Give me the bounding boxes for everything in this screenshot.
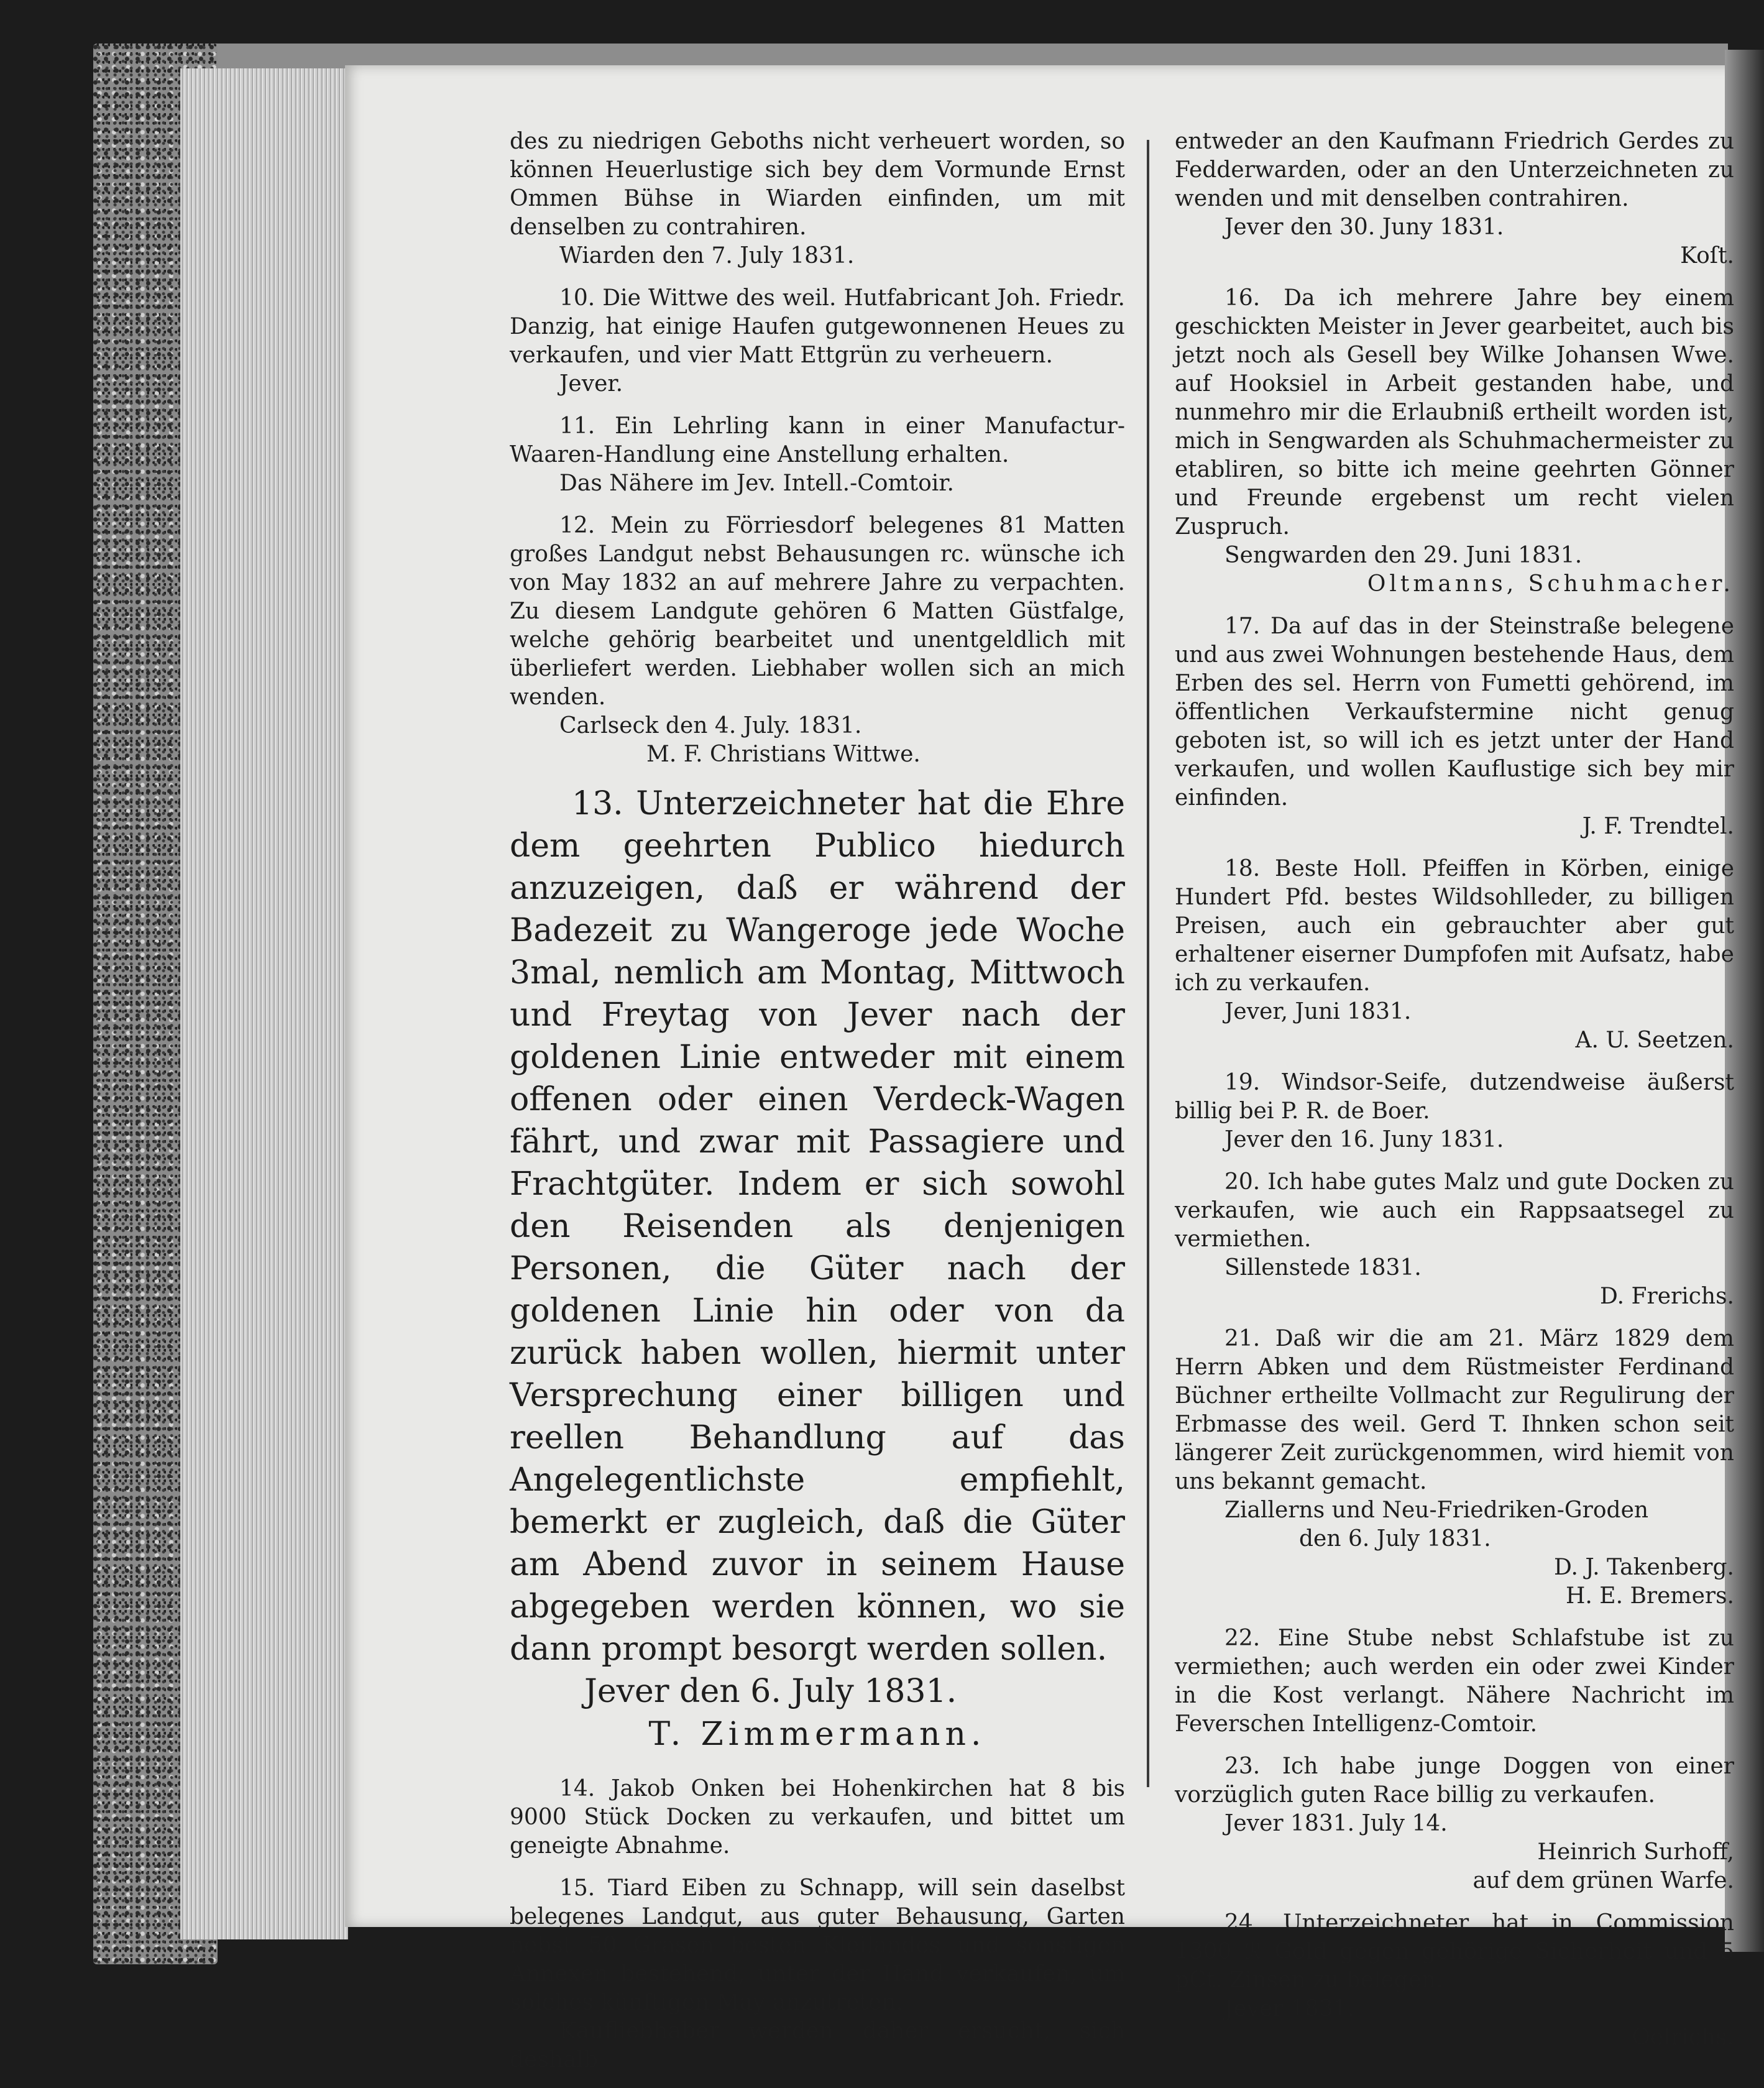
- notice-place: Jever.: [559, 371, 623, 397]
- notice-signature: T. Zimmermann.: [648, 1716, 986, 1753]
- notice-date: Carlseck den 4. July. 1831.: [559, 713, 862, 738]
- notice-signature: Oltmanns, Schuhmacher.: [1367, 571, 1734, 597]
- notice-text: 11. Ein Lehrling kann in einer Manufactur-Waaren-Handlung eine Anstellung erhalten.: [510, 413, 1125, 467]
- notice-signature-2: auf dem grünen Warfe.: [1472, 1868, 1734, 1893]
- notice-23: [1175, 1752, 1734, 1895]
- notice-signature: J. F. Trendtel.: [1582, 814, 1734, 839]
- notice-18: [1175, 855, 1734, 1055]
- notice-signature-2: H. E. Bremers.: [1566, 1583, 1734, 1609]
- notice-date: Jever den 16. Juny 1831.: [1224, 1127, 1504, 1152]
- notice-text: 23. Ich habe junge Doggen von einer vorzüglich guten Race billig zu verkaufen.: [1175, 1754, 1734, 1808]
- notice-text: 18. Beste Holl. Pfeiffen in Körben, einige Hundert Pfd. bestes Wildsohlleder, zu billigen Preisen, auch ein gebrauchter aber gut erhaltener eiserner Dumpfofen mit Aufsatz, habe ich zu verkaufen.: [1175, 856, 1734, 996]
- notice-text: des zu niedrigen Geboths nicht verheuert worden, so können Heuerlustige sich bey dem Vormunde Ernst Ommen Bühse in Wiarden einfinden, um mit denselben zu contrahiren.: [510, 129, 1125, 240]
- notice-text: 20. Ich habe gutes Malz und gute Docken zu verkaufen, wie auch ein Rappsaatsegel zu vermiethen.: [1175, 1169, 1734, 1252]
- notice-text: 15. Tiard Eiben zu Schnapp, will sein daselbst belegenes Landgut, aus guter Behausung, Garten nebst 50 Grasen besten Kleilandes und sonstigen Annexen bestehend, unter der Hand verkaufen, um solches künftigen May anzutreten.: [510, 1875, 1125, 2015]
- left-column: [510, 127, 1125, 2088]
- notice-note: Das Nähere im Jev. Intell.-Comtoir.: [559, 471, 954, 496]
- notice-signature: Oelrichs.: [1632, 2025, 1734, 2050]
- notice-text: 17. Da auf das in der Steinstraße belegene und aus zwei Wohnungen bestehende Haus, dem Erben des sel. Herrn von Fumetti gehörend, im öffentlichen Verkaufstermine nicht genug geboten ist, so will ich es jetzt unter der Hand verkaufen, und wollen Kauflustige sich bey mir einfinden.: [1175, 614, 1734, 811]
- notice-22: [1175, 1624, 1734, 1739]
- notice-date: Jever den 6. July 1831.: [584, 1673, 957, 1710]
- notice-16: [1175, 284, 1734, 599]
- notice-signature: Koſt.: [1680, 243, 1734, 269]
- notice-date: Jever 1831. July 14.: [1224, 1811, 1448, 1836]
- notice-date: Sillenstede 1831.: [1224, 1255, 1422, 1281]
- notice-text: 24. Unterzeichneter hat in Commission 1300 ℛ Gold gegen gehörige Sicherheit und 5 pCt. Zinsen zu belegen.: [1175, 1910, 1734, 1993]
- notice-signature: D. J. Takenberg.: [1553, 1555, 1734, 1580]
- notice-14: [510, 1775, 1125, 1860]
- right-column: [1175, 127, 1734, 2066]
- notice-text: 16. Da ich mehrere Jahre bey einem geschickten Meister in Jever gearbeitet, auch bis jetzt noch als Gesell bey Wilke Johansen Wwe. auf Hooksiel in Arbeit gestanden habe, und nunmehro mir die Erlaubniß ertheilt worden ist, mich in Sengwarden als Schuhmachermeister zu etabliren, so bitte ich meine geehrten Gönner und Freunde ergebenst um recht vielen Zuspruch.: [1175, 285, 1734, 540]
- notice-text: 19. Windsor-Seife, dutzendweise äußerst billig bei P. R. de Boer.: [1175, 1070, 1734, 1124]
- notice-text: 10. Die Wittwe des weil. Hutfabricant Joh. Friedr. Danzig, hat einige Haufen gutgewonnenen Heues zu verkaufen, und vier Matt Ettgrün zu verheuern.: [510, 285, 1125, 368]
- notice-signature: Heinrich Surhoff,: [1537, 1839, 1734, 1865]
- notice-text: 14. Jakob Onken bei Hohenkirchen hat 8 bis 9000 Stück Docken zu verkaufen, und bittet um geneigte Abnahme.: [510, 1776, 1125, 1859]
- notice-11: [510, 412, 1125, 498]
- notice-date: Sengwarden den 29. Juni 1831.: [1224, 543, 1583, 568]
- notice-text: 21. Daß wir die am 21. März 1829 dem Herrn Abken und dem Rüstmeister Ferdinand Büchner ertheilte Vollmacht zur Regulirung der Erbmasse des weil. Gerd T. Ihnken schon seit längerer Zeit zurückgenommen, wird hiemit von uns bekannt gemacht.: [1175, 1326, 1734, 1494]
- notice-text: 22. Eine Stube nebst Schlafstube ist zu vermiethen; auch werden ein oder zwei Kinder in die Kost verlangt. Nähere Nachricht im Feverschen Intelligenz-Comtoir.: [1175, 1626, 1734, 1737]
- notice-date: Wiarden den 7. July 1831.: [559, 243, 855, 269]
- notice-13: [510, 783, 1125, 1756]
- notice-text: 12. Mein zu Förriesdorf belegenes 81 Matten großes Landgut nebst Behausungen rc. wünsche ich von May 1832 an auf mehrere Jahre zu verpachten. Zu diesem Landgute gehören 6 Matten Güstfalge, welche gehörig bearbeitet und unentgeldlich mit überliefert werden. Liebhaber wollen sich an mich wenden.: [510, 513, 1125, 710]
- page-edges: [180, 68, 348, 1939]
- notice-17: [1175, 612, 1734, 841]
- notice-continuation: [510, 127, 1125, 270]
- notice-10: [510, 284, 1125, 398]
- notice-21: [1175, 1325, 1734, 1611]
- notice-19: [1175, 1069, 1734, 1154]
- notice-date: Jever, Juni 1831.: [1224, 999, 1412, 1024]
- notice-text-continued: Kaufliebhaber werden daher ersucht, sich deshalb: [510, 2018, 1125, 2072]
- notice-15: [510, 1874, 1125, 2074]
- notice-signature: D. Frerichs.: [1600, 1284, 1734, 1309]
- notice-text: 13. Unterzeichneter hat die Ehre dem geehrten Publico hiedurch anzuzeigen, daß er während der Badezeit zu Wangeroge jede Woche 3mal, nemlich am Montag, Mittwoch und Freytag von Jever nach der goldenen Linie entweder mit einem offenen oder einen Verdeck-Wagen fährt, und zwar mit Passagiere und Frachtgüter. Indem er sich sowohl den Reisenden als denjenigen Personen, die Güter nach der goldenen Linie hin oder von da zurück haben wollen, hiermit unter Versprechung einer billigen und reellen Behandlung auf das Angelegentlichste empfiehlt, bemerkt er zugleich, daß die Güter am Abend zuvor in seinem Hause abgegeben werden können, wo sie dann prompt besorgt werden sollen.: [510, 785, 1125, 1668]
- notice-text: entweder an den Kaufmann Friedrich Gerdes zu Fedderwarden, oder an den Unterzeichneten zu wenden und mit denselben contrahiren.: [1175, 129, 1734, 211]
- notice-continuation: [1175, 127, 1734, 270]
- notice-place: Ziallerns und Neu-Friedriken-Groden: [1224, 1497, 1649, 1523]
- notice-date: den 6. July 1831.: [1299, 1526, 1491, 1552]
- notice-12: [510, 512, 1125, 769]
- notice-signature: A. U. Seetzen.: [1575, 1028, 1734, 1053]
- notice-24: [1175, 1909, 1734, 2052]
- column-divider: [1147, 140, 1149, 1787]
- notice-20: [1175, 1168, 1734, 1311]
- notice-date: Jever den 30. Juny 1831.: [1224, 214, 1504, 240]
- notice-signature: M. F. Christians Wittwe.: [646, 742, 921, 767]
- notice-date: Jever 1831.: [1224, 1996, 1355, 2021]
